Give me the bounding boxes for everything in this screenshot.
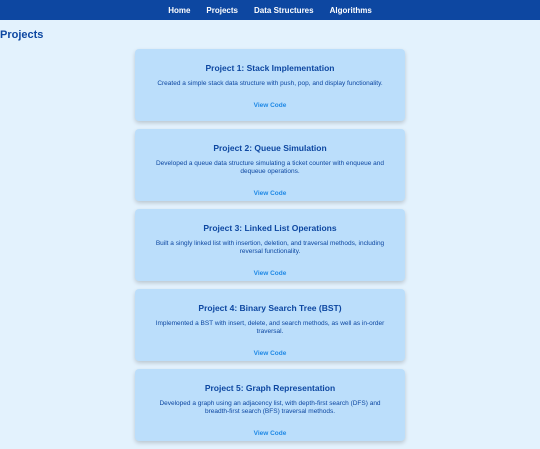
view-code-link[interactable]: View Code — [253, 102, 287, 109]
projects-list — [135, 49, 405, 449]
view-code-link[interactable]: View Code — [253, 270, 287, 277]
project-card — [135, 209, 405, 281]
project-card — [135, 369, 405, 441]
project-title: Project 1: Stack Implementation — [205, 63, 335, 73]
page-title: Projects — [0, 29, 44, 41]
project-description: Implemented a BST with insert, delete, and search methods, as well as in-order traversal. — [155, 320, 385, 335]
nav-algorithms-link[interactable]: Algorithms — [329, 5, 372, 15]
project-title: Project 4: Binary Search Tree (BST) — [198, 303, 342, 313]
project-title: Project 3: Linked List Operations — [203, 223, 337, 233]
project-description: Built a singly linked list with insertion, deletion, and traversal methods, including reversal functionality. — [155, 240, 385, 255]
project-card — [135, 49, 405, 121]
view-code-link[interactable]: View Code — [253, 350, 287, 357]
project-description: Developed a queue data structure simulating a ticket counter with enqueue and dequeue operations. — [155, 160, 384, 175]
nav-projects-link[interactable]: Projects — [206, 5, 238, 15]
view-code-link[interactable]: View Code — [253, 190, 287, 197]
view-code-link[interactable]: View Code — [253, 430, 287, 437]
project-description: Developed a graph using an adjacency list, with depth-first search (DFS) and breadth-first search (BFS) traversal methods. — [159, 400, 381, 415]
nav-home-link[interactable]: Home — [168, 5, 191, 15]
project-card — [135, 289, 405, 361]
project-title: Project 5: Graph Representation — [204, 383, 336, 393]
project-description: Created a simple stack data structure with push, pop, and display functionality. — [157, 80, 383, 87]
project-title: Project 2: Queue Simulation — [213, 143, 327, 153]
top-navbar — [0, 0, 540, 20]
project-card — [135, 129, 405, 201]
nav-data-structures-link[interactable]: Data Structures — [254, 5, 314, 15]
